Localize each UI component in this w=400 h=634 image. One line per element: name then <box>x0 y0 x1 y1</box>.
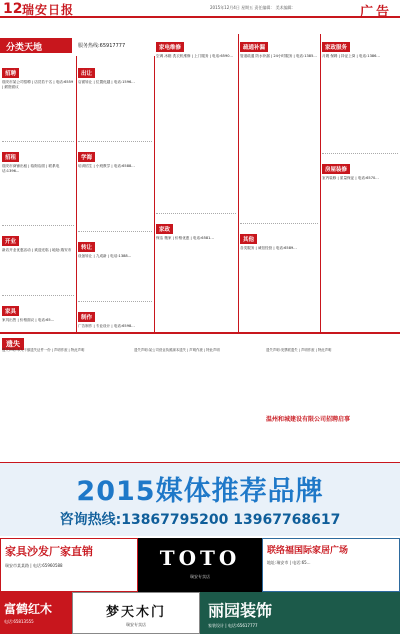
rosewood-sub: 电话:65813555 <box>4 619 34 624</box>
classified-column-3 <box>156 34 236 306</box>
home-plaza-ad <box>262 538 400 592</box>
category-header: 招聘 <box>2 68 19 78</box>
footer-ads-row <box>0 592 400 634</box>
column-divider <box>238 34 239 332</box>
notices-header: 遗失 <box>2 338 24 350</box>
ad-text: 店面转让 | 位置优越 | 电话:1596... <box>78 80 152 142</box>
page-number: 12 <box>3 1 23 17</box>
category-header: 家具 <box>2 306 19 316</box>
door-sub: 瑞安专卖店 <box>126 622 146 627</box>
ad-text: 瑞安市某公司招聘 | 店员若干名 | 电话:6559 | 薪资面议 <box>2 80 74 142</box>
ad-text: 培训招生 | 小班教学 | 电话:6588... <box>78 164 152 232</box>
toto-ad <box>138 538 262 592</box>
ad-text: 广告制作 | 专业设计 | 电话:6598... <box>78 324 152 332</box>
classified-column-1 <box>2 60 74 332</box>
classified-column-4 <box>240 34 318 332</box>
ad-text: 管道疏通 防水补漏 | 24小时服务 | 电话:1385... <box>240 54 318 224</box>
ad-block <box>78 60 152 142</box>
ad-text: 空调 冰箱 洗衣机维修 | 上门服务 | 电话:6590... <box>156 54 236 214</box>
ad-block <box>2 60 74 142</box>
decoration-ad <box>200 592 400 634</box>
home-plaza-sub: 地址:瑞安市 | 电话:65... <box>267 560 311 565</box>
decoration-title: 丽园装饰 <box>208 601 273 620</box>
ad-block <box>240 34 318 224</box>
ad-text: 新店开业优惠活动 | 欢迎光临 | 地址:瑞安市 <box>2 248 74 296</box>
ad-text: 瑞安市商铺出租 | 临街店面 | 联系电话:1396... <box>2 164 74 226</box>
ad-block <box>322 156 398 332</box>
media-brand-ad <box>0 462 400 536</box>
ad-block <box>322 34 398 154</box>
header-meta: 2015年12月4日 星期五 责任编辑： 美术编辑： <box>210 5 296 10</box>
column-divider <box>76 56 77 332</box>
category-header: 出让 <box>78 68 95 78</box>
bottom-ads-row <box>0 538 400 592</box>
big-ad-title: 2015媒体推荐品牌 <box>76 476 324 507</box>
notice-column: 遗失声明:发票联遗失 | 声明作废 | 特此声明 <box>266 348 332 352</box>
category-header: 开业 <box>2 236 19 246</box>
category-header: 转让 <box>78 242 95 252</box>
category-header: 疏通补漏 <box>240 42 268 52</box>
ad-block <box>2 298 74 332</box>
furniture-ad <box>0 538 138 592</box>
ad-block <box>156 34 236 214</box>
ad-text: 家具出售 | 价格面议 | 电话:65... <box>2 318 74 332</box>
toto-logo: TOTO <box>159 546 241 570</box>
ad-block <box>156 216 236 306</box>
category-header: 家政服务 <box>322 42 350 52</box>
ad-block <box>78 144 152 232</box>
ad-text: 月嫂 保姆 | 持证上岗 | 电话:1386... <box>322 54 398 154</box>
newspaper-name: 瑞安日报 <box>22 3 75 17</box>
column-divider <box>154 56 155 332</box>
door-ad <box>72 592 200 634</box>
column-divider <box>320 34 321 332</box>
big-ad-phones: 咨询热线:13867795200 13967768617 <box>59 512 341 528</box>
rosewood-title: 富鹤红木 <box>4 602 53 616</box>
ad-text: 室内装修 | 质量保证 | 电话:6570... <box>322 176 398 332</box>
classified-banner: 分类天地 <box>0 38 72 53</box>
rosewood-ad <box>0 592 72 634</box>
category-header: 家政 <box>156 224 173 234</box>
notice-column: 遗失声明:本人不慎遗失证件一份 | 声明作废 | 特此声明 <box>2 348 85 352</box>
category-header: 其他 <box>240 234 257 244</box>
furniture-ad-sub: 瑞安市某某路 | 电话:65960588 <box>5 563 63 568</box>
notice-column: 遗失声明:某公司营业执照副本遗失 | 声明作废 | 特此声明 <box>134 348 220 352</box>
classified-column-5 <box>322 34 398 332</box>
category-header: 招租 <box>2 152 19 162</box>
ad-block <box>78 304 152 332</box>
furniture-ad-title: 家具沙发厂家直销 <box>5 545 93 558</box>
category-header: 房屋装修 <box>322 164 350 174</box>
ad-text: 各类服务 | 诚信经营 | 电话:6589... <box>240 246 318 332</box>
category-header: 制作 <box>78 312 95 322</box>
classified-hotline: 服务热线:65917777 <box>78 43 126 49</box>
section-title: 广告 <box>359 5 392 20</box>
category-header: 家电维修 <box>156 42 184 52</box>
ad-block <box>2 144 74 226</box>
door-title: 梦天木门 <box>105 605 166 620</box>
home-plaza-title: 联络福国际家居广场 <box>267 546 349 556</box>
ad-block <box>2 228 74 296</box>
classified-column-2 <box>78 60 152 332</box>
page-header <box>0 0 400 18</box>
toto-sub: 瑞安专卖店 <box>190 574 210 579</box>
notices-section <box>0 332 400 460</box>
category-header: 学海 <box>78 152 95 162</box>
company-recruit-title: 温州和城建设有限公司招聘启事 <box>266 416 351 423</box>
decoration-sub: 家装设计 | 电话:65617777 <box>208 623 258 628</box>
ad-block <box>240 226 318 332</box>
ad-text: 保洁 搬家 | 价格优惠 | 电话:6581... <box>156 236 236 306</box>
ad-block <box>78 234 152 302</box>
ad-text: 设备转让 | 九成新 | 电话:1388... <box>78 254 152 302</box>
